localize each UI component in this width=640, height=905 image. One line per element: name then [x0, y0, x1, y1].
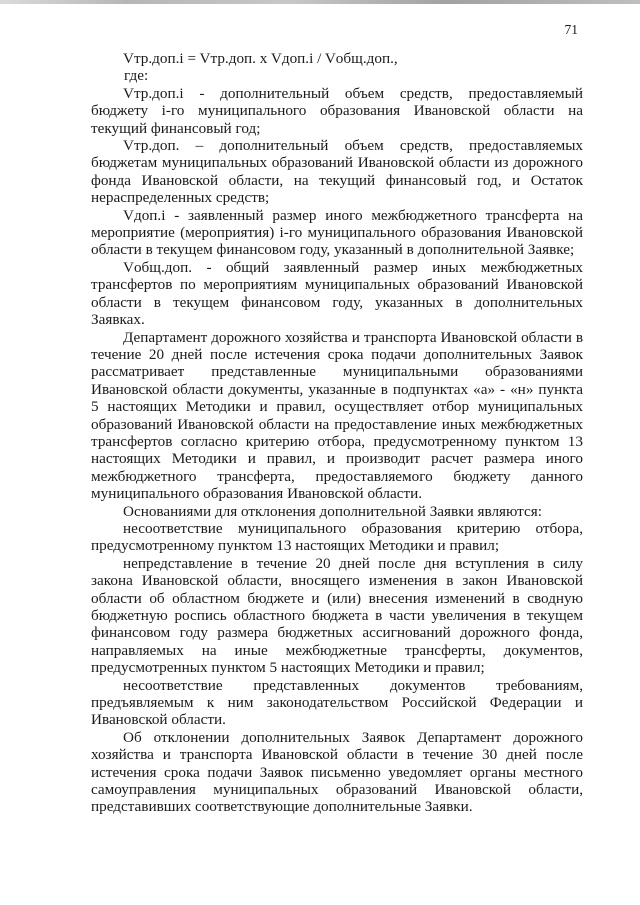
definition-vtr-dop: Vтр.доп. – дополнительный объем средств, предоставляемых бюджетам муниципальных образований Ивановской области из дорожного фонда Ивановской области, на текущий финансовый год, и Остаток нераспределенных средств; [91, 137, 583, 207]
formula: Vтр.доп.i = Vтр.доп. x Vдоп.i / Vобщ.доп., [123, 50, 398, 67]
rejection-heading: Основаниями для отклонения дополнительной Заявки являются: [123, 502, 542, 520]
rejection-ground-1: несоответствие муниципального образования критерию отбора, предусмотренному пунктом 13 настоящих Методики и правил; [91, 519, 583, 555]
rejection-ground-2: непредставление в течение 20 дней после дня вступления в силу закона Ивановской области, вносящего изменения в закон Ивановской области об областном бюджете и (или) внесения изменений в сводную бюджетную роспись областного бюджета в части увеличения в текущем финансовом году размера бюджетных ассигнований дорожного фонда, направляемых на иные межбюджетные трансферты, документов, предусмотренных пунктом 5 настоящих Методики и правил; [91, 554, 583, 677]
page-number: 71 [564, 22, 578, 37]
notification-paragraph: Об отклонении дополнительных Заявок Департамент дорожного хозяйства и транспорта Ивановской области в течение 30 дней после истечения срока подачи Заявок письменно уведомляет органы местного самоуправления муниципальных образований Ивановской области, представивших соответствующие дополнительные Заявки. [91, 728, 583, 816]
where-label: где: [124, 67, 149, 85]
definition-vtr-dop-i: Vтр.доп.i - дополнительный объем средств, предоставляемый бюджету i-го муниципального образования Ивановской области на текущий финансовый год; [91, 84, 583, 137]
definition-vobsh-dop: Vобщ.доп. - общий заявленный размер иных межбюджетных трансфертов по мероприятиям муниципальных образований Ивановской области в текущем финансовом году, указанных в дополнительных Заявках. [91, 258, 583, 329]
rejection-ground-3: несоответствие представленных документов требованиям, предъявляемым к ним законодательством Российской Федерации и Ивановской области. [91, 676, 583, 729]
review-paragraph: Департамент дорожного хозяйства и транспорта Ивановской области в течение 20 дней после истечения срока подачи дополнительных Заявок рассматривает представленные муниципальными образованиями Ивановской области документы, указанные в подпунктах «а» - «н» пункта 5 настоящих Методики и правил, осуществляет отбор муниципальных образований Ивановской области на предоставление иных межбюджетных трансфертов согласно критерию отбора, предусмотренному пунктом 13 настоящих Методики и правил, и производит расчет размера иного межбюджетного трансферта, предоставляемого бюджету данного муниципального образования Ивановской области. [91, 328, 583, 503]
document-body [91, 50, 583, 816]
definition-vdop-i: Vдоп.i - заявленный размер иного межбюджетного трансферта на мероприятие (мероприятия) i-го муниципального образования Ивановской области в текущем финансовом году, указанный в дополнительной Заявке; [91, 206, 583, 259]
scan-edge [0, 0, 640, 4]
